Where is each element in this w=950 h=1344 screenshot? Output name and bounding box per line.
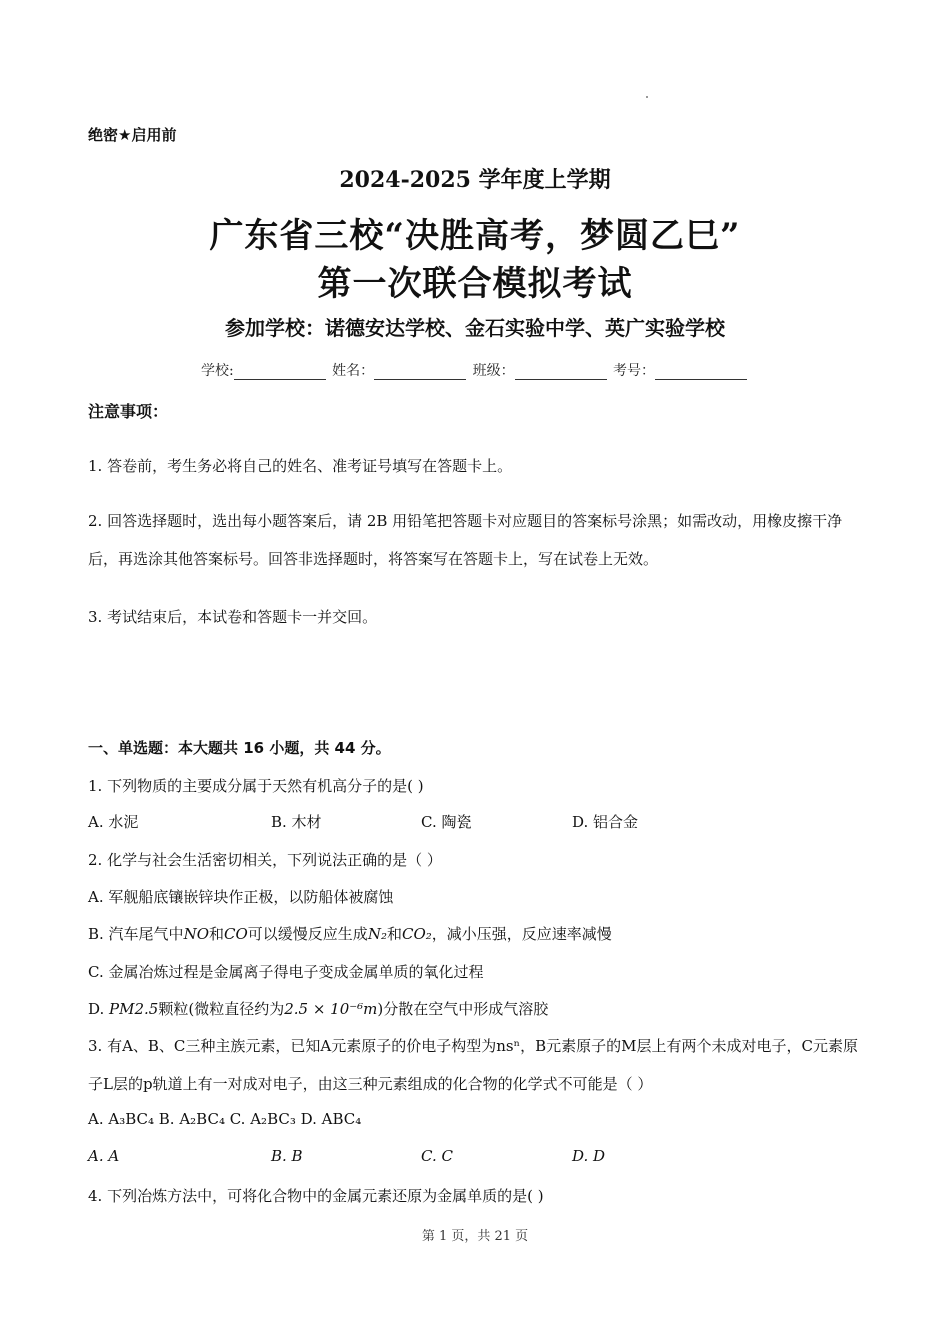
- q3-formulas: A. A₃BC₄ B. A₂BC₄ C. A₂BC₃ D. ABC₄: [88, 1110, 362, 1128]
- q2-option-c: C. 金属冶炼过程是金属离子得电子变成金属单质的氧化过程: [88, 963, 484, 981]
- scan-dot: [646, 96, 648, 98]
- notice-item-1: 1. 答卷前，考生务必将自己的姓名、准考证号填写在答题卡上。: [88, 457, 513, 475]
- q2-d-pm: PM2.5: [109, 1000, 159, 1018]
- student-info-fields: [0, 360, 950, 380]
- q3-option-d: D. D: [572, 1147, 606, 1165]
- q2-option-d: [88, 998, 548, 1019]
- field-class-label: 班级：: [472, 363, 515, 379]
- notice-item-2: 2. 回答选择题时，选出每小题答案后，请 2B 用铅笔把答题卡对应题目的答案标号涂黑；如需改动，用橡皮擦干净后，再选涂其他答案标号。回答非选择题时，将答案写在答题卡上，写在试卷上无效。: [88, 512, 843, 568]
- q2-b-post: ，减小压强，反应速率减慢: [431, 925, 612, 943]
- notice-heading: 注意事项：: [88, 402, 169, 421]
- school-year: 2024-2025 学年度上学期: [339, 167, 611, 193]
- q3-option-b: B. B: [271, 1147, 303, 1165]
- exam-title-line2: 第一次联合模拟考试: [317, 264, 633, 304]
- participating-schools: 参加学校：诺德安达学校、金石实验中学、英广实验学校: [225, 316, 725, 340]
- field-class-blank[interactable]: [515, 365, 607, 380]
- page-footer: 第 1 页，共 21 页: [421, 1229, 529, 1244]
- q2-b-n2: N₂: [367, 925, 387, 943]
- question-3-stem: 3. 有A、B、C三种主族元素，已知A元素原子的价电子构型为nsⁿ，B元素原子的M层上有两个未成对电子，C元素原子L层的p轨道上有一对成对电子，由这三种元素组成的化合物的化学式不可能是（ ）: [88, 1037, 858, 1093]
- q2-option-b: [88, 923, 612, 944]
- field-number-blank[interactable]: [655, 365, 747, 380]
- q2-b-mid: 可以缓慢反应生成: [247, 925, 368, 943]
- q1-option-c: C. 陶瓷: [421, 813, 472, 831]
- q2-b-and: 和: [209, 925, 225, 943]
- q2-b-co: CO: [224, 925, 248, 943]
- field-name-label: 姓名：: [332, 363, 375, 379]
- secret-label: 绝密★启用前: [88, 126, 177, 144]
- q2-b-prefix: B. 汽车尾气中: [88, 925, 184, 943]
- q2-d-prefix: D.: [88, 1000, 110, 1018]
- q1-option-a: A. 水泥: [88, 813, 139, 831]
- q1-option-d: D. 铝合金: [572, 813, 639, 831]
- q2-b-no: NO: [183, 925, 209, 943]
- question-1-stem: 1. 下列物质的主要成分属于天然有机高分子的是( ): [88, 777, 424, 795]
- q3-option-c: C. C: [421, 1147, 453, 1165]
- q2-b-co2: CO₂: [401, 925, 432, 943]
- section-title: 一、单选题：本大题共 16 小题，共 44 分。: [88, 739, 391, 757]
- notice-item-3: 3. 考试结束后，本试卷和答题卡一并交回。: [88, 608, 378, 626]
- field-name-blank[interactable]: [374, 365, 466, 380]
- q3-option-a: A. A: [88, 1147, 120, 1165]
- field-school-blank[interactable]: [234, 365, 326, 380]
- exam-title-line1: 广东省三校“决胜高考，梦圆乙巳”: [209, 216, 741, 256]
- q2-option-a: A. 军舰船底镶嵌锌块作正极，以防船体被腐蚀: [88, 888, 394, 906]
- field-number-label: 考号：: [613, 363, 656, 379]
- question-4-stem: 4. 下列冶炼方法中，可将化合物中的金属元素还原为金属单质的是( ): [88, 1187, 544, 1205]
- q2-d-post: )分散在空气中形成气溶胶: [377, 1000, 549, 1018]
- field-school-label: 学校:: [200, 363, 234, 379]
- q2-b-and2: 和: [386, 925, 402, 943]
- q1-option-b: B. 木材: [271, 813, 322, 831]
- q2-d-mid: 颗粒(微粒直径约为: [158, 1000, 285, 1018]
- q2-d-val: 2.5 × 10⁻⁶m: [284, 1000, 378, 1018]
- question-2-stem: 2. 化学与社会生活密切相关，下列说法正确的是（ ）: [88, 851, 442, 869]
